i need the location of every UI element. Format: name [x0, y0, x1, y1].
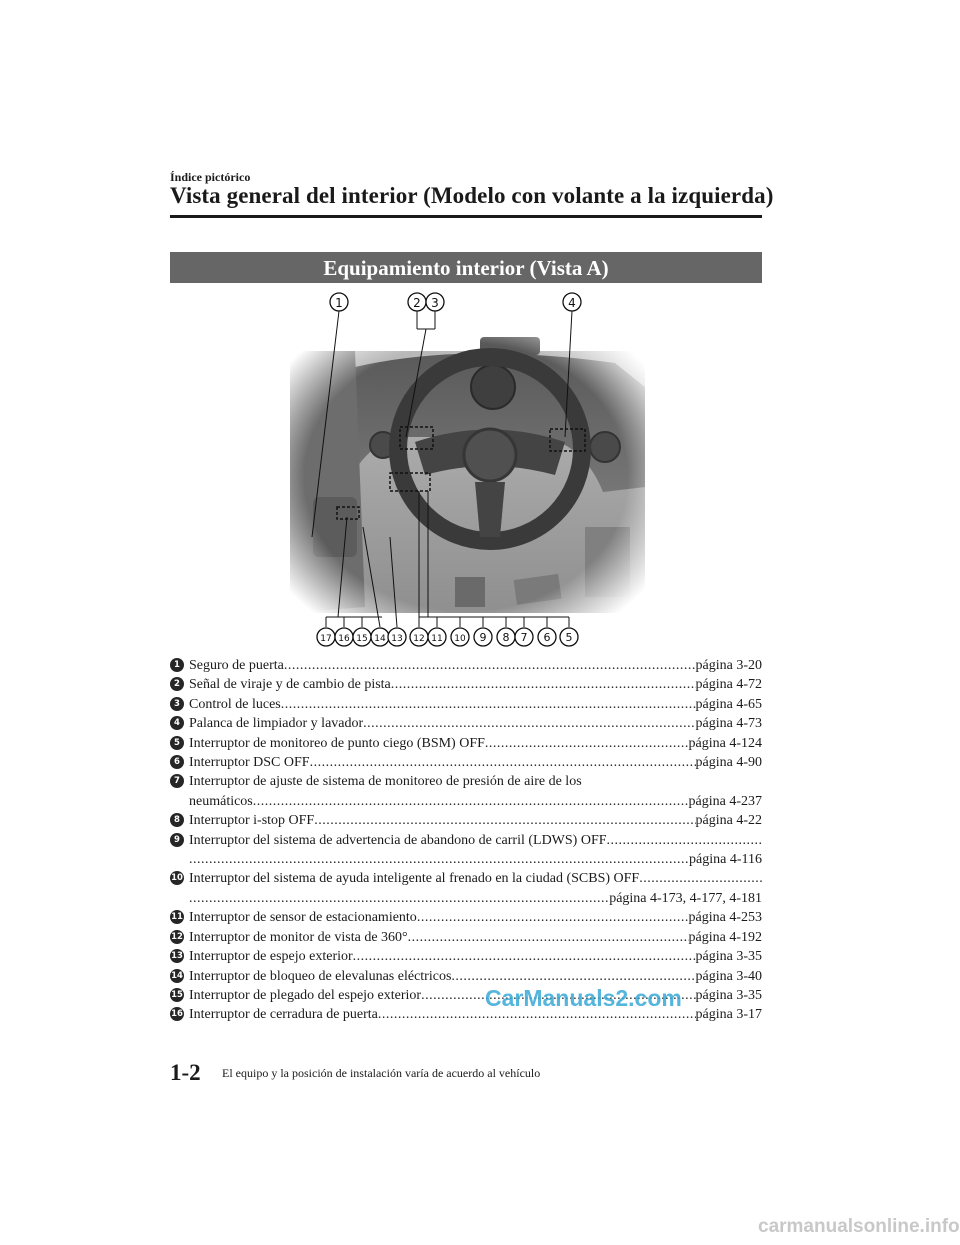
page-reference: página 4-72 [695, 677, 762, 693]
item-label: Palanca de limpiador y lavador [189, 716, 364, 732]
item-number-badge: 1 [170, 658, 184, 672]
page-title: Vista general del interior (Modelo con volante a la izquierda) [170, 183, 774, 208]
site-watermark: carmanualsonline.info [758, 1216, 960, 1237]
item-label: Interruptor del sistema de ayuda inteligente al frenado en la ciudad (SCBS) OFF [189, 871, 640, 887]
dot-leader [314, 811, 695, 830]
svg-text:2: 2 [413, 296, 421, 310]
list-item [170, 714, 762, 733]
dot-leader [417, 908, 689, 927]
svg-text:12: 12 [413, 634, 425, 644]
page-reference: página 3-17 [695, 1007, 762, 1023]
svg-text:8: 8 [502, 631, 510, 644]
list-item [170, 675, 762, 694]
list-item [170, 869, 762, 908]
list-item [170, 656, 762, 675]
dot-leader [189, 889, 609, 908]
callout-bottom-13 [388, 628, 406, 646]
callout-top-2 [408, 293, 426, 311]
callout-bottom-6 [538, 628, 556, 646]
callout-bottom-8 [497, 628, 515, 646]
list-item [170, 734, 762, 753]
item-label: Interruptor de ajuste de sistema de monitoreo de presión de aire de los [189, 774, 582, 790]
callout-bottom-15 [353, 628, 371, 646]
item-number-badge: 10 [171, 873, 183, 884]
list-item [170, 811, 762, 830]
watermark: CarManuals2.com [485, 985, 682, 1011]
dot-leader [639, 869, 762, 888]
item-label: Interruptor de bloqueo de elevalunas eléctricos [189, 968, 452, 984]
page-reference: página 3-35 [695, 949, 762, 965]
page-reference: página 4-124 [688, 735, 762, 751]
svg-text:4: 4 [568, 296, 576, 310]
dot-leader [189, 850, 689, 869]
dot-leader [408, 928, 689, 947]
dot-leader [363, 714, 695, 733]
item-label: Interruptor DSC OFF [189, 755, 310, 771]
interior-illustration [285, 287, 647, 653]
callout-bottom-12 [410, 628, 428, 646]
svg-text:14: 14 [374, 634, 386, 644]
callout-bottom-11 [428, 628, 446, 646]
item-number-badge: 16 [171, 1009, 183, 1020]
page-reference: página 3-40 [695, 968, 762, 984]
component-list [170, 656, 762, 1025]
item-label: Interruptor del sistema de advertencia de abandono de carril (LDWS) OFF [189, 832, 607, 848]
item-label: Señal de viraje y de cambio de pista [189, 677, 391, 693]
dot-leader [253, 792, 689, 811]
dot-leader [391, 675, 696, 694]
list-item [170, 831, 762, 870]
list-item [170, 753, 762, 772]
item-number-badge: 13 [171, 951, 183, 962]
callout-bottom-9 [474, 628, 492, 646]
item-label-continuation: neumáticos [189, 793, 253, 809]
callout-top-4 [563, 293, 581, 311]
svg-text:9: 9 [479, 631, 487, 644]
page-number: 1-2 [170, 1060, 201, 1085]
svg-text:10: 10 [454, 634, 466, 644]
callout-top-1 [330, 293, 348, 311]
item-number-badge: 11 [171, 912, 183, 923]
page-reference: página 4-116 [689, 852, 762, 868]
svg-text:16: 16 [338, 634, 350, 644]
dot-leader [353, 947, 696, 966]
callout-bottom-16 [335, 628, 353, 646]
page-reference: página 4-90 [695, 755, 762, 771]
dot-leader [281, 695, 696, 714]
list-item [170, 928, 762, 947]
svg-text:17: 17 [320, 634, 332, 644]
callout-bottom-10 [451, 628, 469, 646]
page-reference: página 4-73 [695, 716, 762, 732]
page-reference: página 4-192 [688, 929, 762, 945]
item-label: Control de luces [189, 696, 281, 712]
svg-text:11: 11 [431, 634, 443, 644]
item-number-badge: 15 [171, 989, 183, 1000]
dot-leader [310, 753, 696, 772]
list-item [170, 695, 762, 714]
page-reference: página 4-253 [688, 910, 762, 926]
page-reference: página 3-35 [695, 987, 762, 1003]
callout-bottom-5 [560, 628, 578, 646]
svg-text:13: 13 [391, 634, 403, 644]
page-reference: página 3-20 [695, 658, 762, 673]
page-reference: página 4-173, 4-177, 4-181 [609, 890, 762, 906]
dot-leader [284, 656, 696, 675]
item-label: Interruptor i-stop OFF [189, 813, 315, 829]
item-label: Interruptor de cerradura de puerta [189, 1007, 378, 1023]
section-label: Índice pictórico [170, 170, 251, 184]
title-divider [170, 215, 762, 218]
svg-text:1: 1 [335, 296, 343, 310]
footer-note: El equipo y la posición de instalación varía de acuerdo al vehículo [222, 1066, 541, 1080]
svg-text:3: 3 [431, 296, 439, 310]
svg-text:5: 5 [565, 631, 573, 644]
item-number-badge: 14 [171, 970, 183, 981]
item-label: Interruptor de monitoreo de punto ciego (BSM) OFF [189, 735, 485, 751]
item-number-badge: 8 [170, 813, 184, 827]
view-banner: Equipamiento interior (Vista A) [170, 252, 762, 283]
dot-leader [451, 967, 695, 986]
list-item [170, 947, 762, 966]
item-number-badge: 5 [170, 736, 184, 750]
item-number-badge: 2 [170, 677, 184, 691]
svg-text:7: 7 [520, 631, 528, 644]
item-label: Interruptor de sensor de estacionamiento [189, 910, 417, 926]
dot-leader [485, 734, 689, 753]
callout-bottom-7 [515, 628, 533, 646]
item-number-badge: 3 [170, 697, 184, 711]
item-number-badge: 4 [170, 716, 184, 730]
list-item [170, 772, 762, 811]
callout-top-3 [426, 293, 444, 311]
page-reference: página 4-65 [695, 696, 762, 712]
item-number-badge: 7 [170, 774, 184, 788]
item-label: Interruptor de espejo exterior [189, 949, 353, 965]
callout-bottom-14 [371, 628, 389, 646]
item-number-badge: 6 [170, 755, 184, 769]
item-number-badge: 9 [170, 833, 184, 847]
item-label: Interruptor de monitor de vista de 360° [189, 929, 408, 945]
page-reference: página 4-22 [695, 813, 762, 829]
item-label: Interruptor de plegado del espejo exterior [189, 987, 422, 1003]
svg-text:6: 6 [543, 631, 551, 644]
dot-leader [607, 831, 762, 850]
item-label: Seguro de puerta [189, 658, 284, 673]
page-reference: página 4-237 [688, 793, 762, 809]
callout-bottom-17 [317, 628, 335, 646]
list-item [170, 908, 762, 927]
item-number-badge: 12 [171, 931, 183, 942]
list-item [170, 967, 762, 986]
svg-text:15: 15 [356, 634, 368, 644]
